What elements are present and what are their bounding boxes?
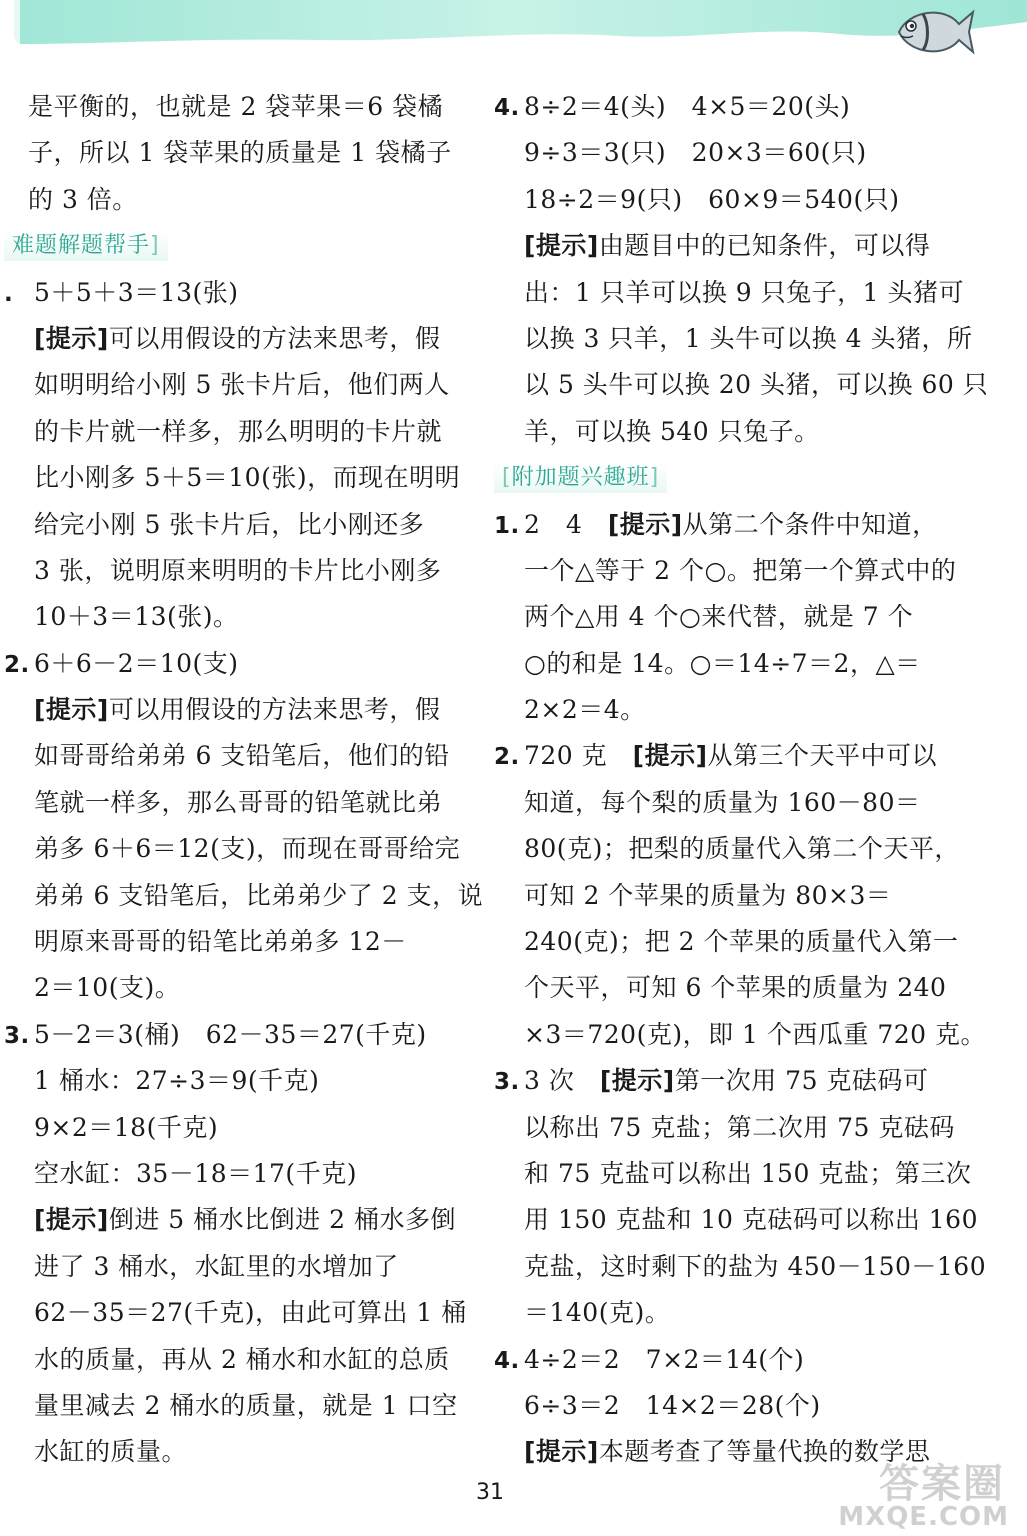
item-number: 2.: [4, 651, 30, 678]
text-line: 笔就一样多，那么哥哥的铅笔就比弟: [34, 787, 443, 817]
hint-tag: [提示]: [599, 1066, 675, 1096]
text-line: 用 150 克盐和 10 克砝码可以称出 160: [524, 1205, 978, 1235]
text-line: 两个△用 4 个○来代替，就是 7 个: [524, 602, 914, 632]
answer-text: 8÷2＝4(头) 4×5＝20(头): [524, 92, 851, 121]
text-line: 量里减去 2 桶水的质量，就是 1 口空: [34, 1390, 458, 1420]
left-column: [4, 84, 484, 1476]
text-line: 以换 3 只羊，1 头牛可以换 4 头猪，所: [524, 323, 973, 353]
answer-text: 2 4 [提示]从第二个条件中知道，: [524, 509, 938, 539]
bracket-icon: ]: [150, 233, 160, 259]
text-line: [提示]可以用假设的方法来思考，假: [34, 323, 441, 353]
text-line: [提示]可以用假设的方法来思考，假: [34, 695, 441, 725]
text-line: 的卡片就一样多，那么明明的卡片就: [34, 416, 443, 446]
answer-text: 6＋6－2＝10(支): [34, 648, 239, 678]
hint-tag: [提示]: [34, 695, 109, 725]
hint-tag: [提示]: [524, 1437, 599, 1467]
text-line: [提示]本题考查了等量代换的数学思: [524, 1437, 931, 1467]
answer-line: [494, 84, 976, 130]
hint-tag: [提示]: [34, 1205, 109, 1235]
watermark-text: 答案圈: [879, 1461, 1005, 1507]
item-number: 4.: [494, 95, 520, 121]
header-wave: [0, 0, 1027, 62]
text-line: 明原来哥哥的铅笔比弟弟多 12－: [34, 927, 407, 957]
text-line: 羊，可以换 540 只兔子。: [524, 416, 820, 446]
section-title-text: 难题解题帮手: [12, 233, 151, 259]
text-line: 弟弟 6 支铅笔后，比弟弟少了 2 支，说: [34, 880, 484, 910]
answer-line: [494, 1337, 976, 1383]
item-number: 1.: [494, 512, 520, 539]
header-band: [0, 0, 1027, 62]
text-line: 80(克)；把梨的质量代入第二个天平，: [524, 834, 960, 864]
section-title-box: [4, 231, 168, 261]
text-line: 出：1 只羊可以换 9 只兔子，1 头猪可: [524, 277, 965, 307]
text-line: 克盐，这时剩下的盐为 450－150－160: [524, 1251, 987, 1281]
text-line: 进了 3 桶水，水缸里的水增加了: [34, 1251, 399, 1281]
text-line: 一个△等于 2 个○。把第一个算式中的: [524, 555, 957, 585]
text-line: 水的质量，再从 2 桶水和水缸的总质: [34, 1344, 450, 1374]
text-line: 以 5 头牛可以换 20 头猪，可以换 60 只: [524, 370, 989, 400]
page-number: 31: [476, 1480, 504, 1505]
answer-item-1: [4, 270, 474, 641]
text-line: 和 75 克盐可以称出 150 克盐；第三次: [524, 1158, 972, 1188]
text-line: 2＝10(支)。: [34, 973, 181, 1003]
text-line: 水缸的质量。: [34, 1437, 188, 1467]
bracket-icon: ]: [649, 465, 660, 491]
text-line: ×3＝720(克)，即 1 个西瓜重 720 克。: [524, 1019, 986, 1049]
text-line: 个天平，可知 6 个苹果的质量为 240: [524, 973, 947, 1003]
bonus-item-3: [494, 1058, 987, 1336]
text-line: ＝140(克)。: [524, 1298, 671, 1328]
answer-text: 5＋5＋3＝13(张): [34, 277, 239, 307]
section-title-text: 附加题兴趣班: [511, 465, 650, 491]
text-line: [提示]倒进 5 桶水比倒进 2 桶水多倒: [34, 1205, 456, 1235]
item-number: 3.: [4, 1022, 30, 1049]
answer-text: 4÷2＝2 7×2＝14(个): [524, 1344, 805, 1374]
text-line: 18÷2＝9(只) 60×9＝540(只): [524, 184, 900, 214]
answer-item-2: [4, 641, 484, 1012]
hint-tag: [提示]: [607, 509, 683, 539]
answer-line: [4, 270, 474, 316]
watermark-url: MXQE.COM: [838, 1502, 1009, 1532]
text-line: 子，所以 1 袋苹果的质量是 1 袋橘子: [28, 138, 452, 168]
text-line: 6÷3＝2 14×2＝28(个): [524, 1390, 821, 1420]
answer-line: [4, 641, 474, 687]
answer-line: [494, 733, 976, 779]
item-number: 4.: [494, 1347, 520, 1374]
text-line: 比小刚多 5＋5＝10(张)，而现在明明: [34, 463, 461, 493]
section-title-bonus: [494, 455, 976, 501]
watermark: [827, 1452, 1027, 1536]
text-line: 2×2＝4。: [524, 695, 646, 725]
fish-icon: [889, 2, 975, 58]
text-line: 可知 2 个苹果的质量为 80×3＝: [524, 880, 892, 910]
text-line: 空水缸：35－18＝17(千克): [34, 1158, 357, 1188]
item-number: 3.: [494, 1069, 520, 1096]
answer-text: 5－2＝3(桶) 62－35＝27(千克): [34, 1019, 427, 1049]
text-line: 是平衡的，也就是 2 袋苹果＝6 袋橘: [28, 92, 444, 121]
text-line: 62－35＝27(千克)，由此可算出 1 桶: [34, 1298, 467, 1328]
answer-line: [494, 502, 976, 548]
text-line: 如哥哥给弟弟 6 支铅笔后，他们的铅: [34, 741, 450, 771]
right-column: [494, 84, 989, 1476]
text-line: 如明明给小刚 5 张卡片后，他们两人: [34, 370, 450, 400]
item-number: 2.: [494, 744, 520, 771]
text-line: 弟多 6＋6＝12(支)，而现在哥哥给完: [34, 834, 461, 864]
text-line: 1 桶水：27÷3＝9(千克): [34, 1066, 320, 1096]
text-line: 3 张，说明原来明明的卡片比小刚多: [34, 555, 442, 585]
bonus-item-2: [494, 733, 986, 1058]
answer-text: 720 克 [提示]从第三个天平中可以: [524, 741, 938, 771]
answer-text: 3 次 [提示]第一次用 75 克砝码可: [524, 1066, 929, 1096]
item-number: .: [4, 280, 14, 307]
answer-line: [4, 1012, 474, 1058]
text-line: 的 3 倍。: [28, 184, 138, 214]
text-line: ○的和是 14。○＝14÷7＝2，△＝: [524, 648, 921, 678]
section-title-difficult: [4, 223, 474, 269]
text-line: 9÷3＝3(只) 20×3＝60(只): [524, 138, 867, 168]
bonus-item-1: [494, 502, 976, 734]
hint-tag: [提示]: [34, 323, 109, 353]
hint-tag: [提示]: [524, 231, 599, 261]
bracket-icon: [: [502, 465, 512, 491]
text-line: 知道，每个梨的质量为 160－80＝: [524, 787, 921, 817]
answer-item-3: [4, 1012, 474, 1476]
text-line: 10＋3＝13(张)。: [34, 602, 239, 632]
answer-line: [494, 1058, 976, 1104]
text-line: [提示]由题目中的已知条件，可以得: [524, 231, 931, 261]
text-line: 以称出 75 克盐；第二次用 75 克砝码: [524, 1112, 955, 1142]
section-title-box: [494, 463, 667, 493]
text-line: 9×2＝18(千克): [34, 1112, 219, 1142]
text-line: 给完小刚 5 张卡片后，比小刚还多: [34, 509, 425, 539]
text-line: 240(克)；把 2 个苹果的质量代入第一: [524, 927, 959, 957]
hint-tag: [提示]: [632, 741, 708, 771]
answer-item-4: [494, 84, 989, 455]
